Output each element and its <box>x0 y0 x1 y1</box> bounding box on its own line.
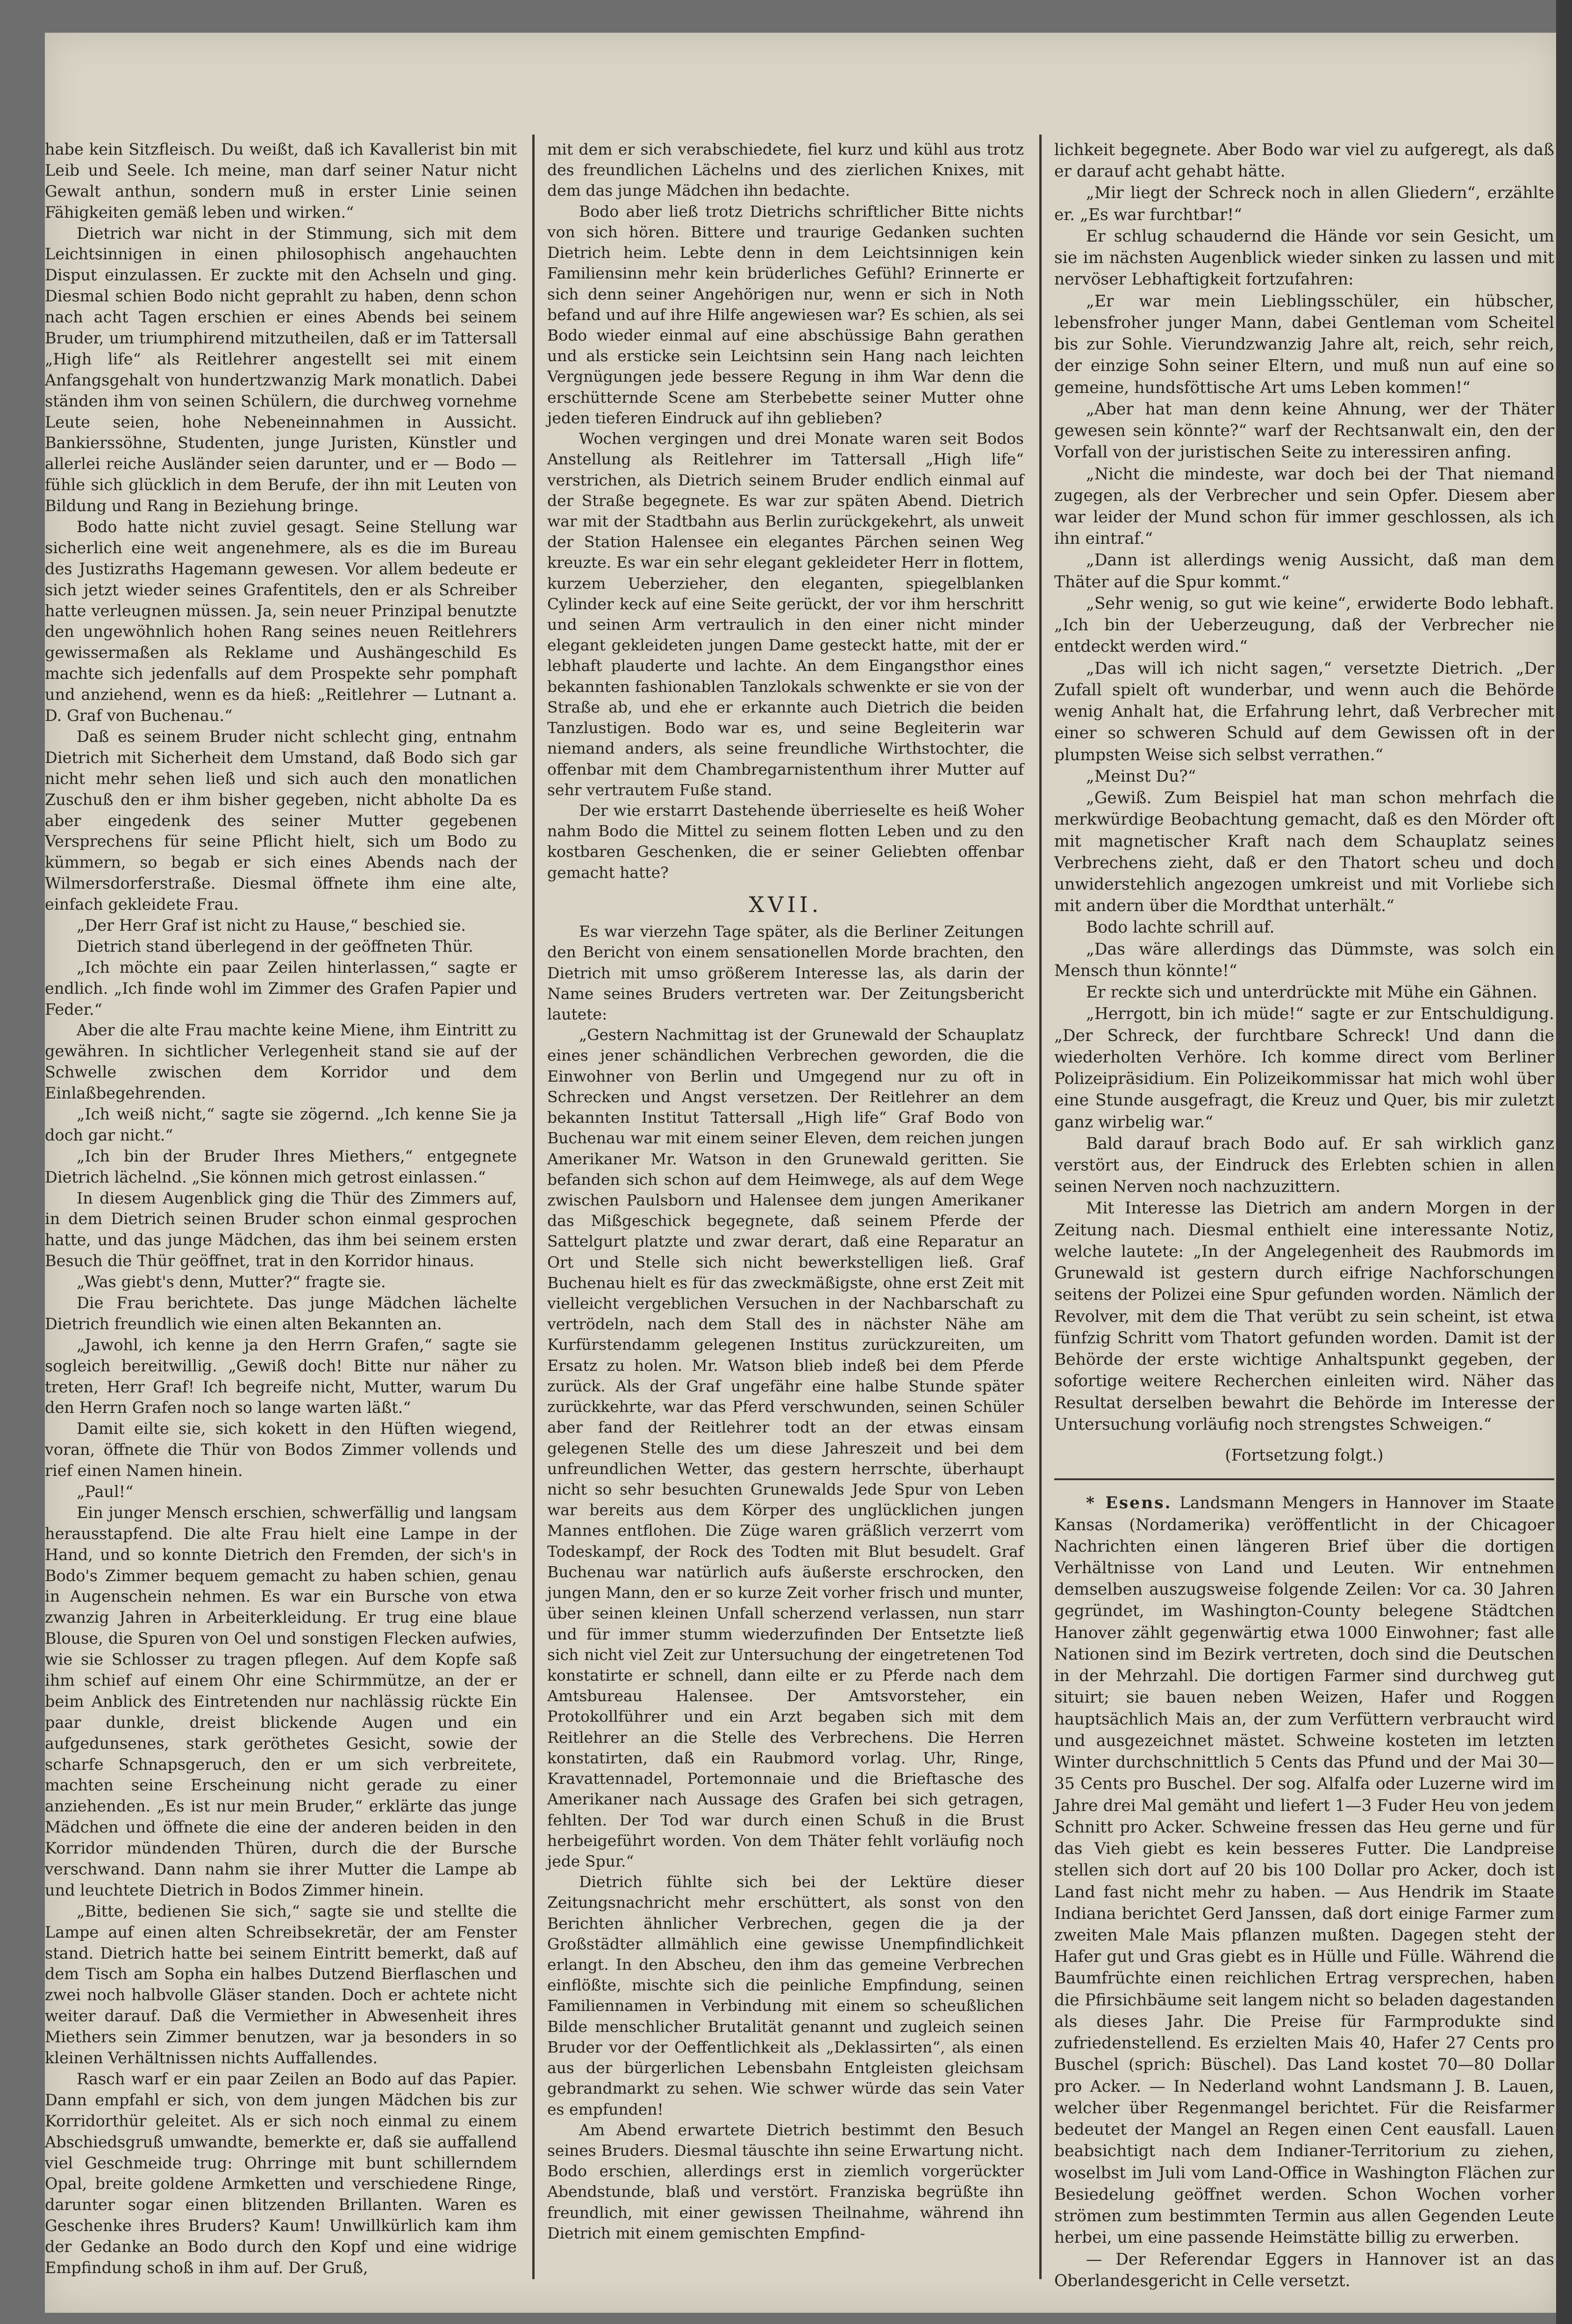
paragraph: Dietrich fühlte sich bei der Lektüre dieser Zeitungsnachricht mehr erschüttert, als sonst von den Berichten ähnlicher Verbrechen, gegen die ja der Großstädter allmählich eine gewisse Unempfindlichkeit erlangt. In den Abscheu, den ihm das gemeine Verbrechen einflößte, mischte sich die peinliche Empfindung, seinen Familiennamen in Verbindung mit einem so scheußlichen Bilde menschlicher Brutalität genannt und zugleich seinen Bruder vor der Oeffentlichkeit als „Deklassirten“, als einen aus der bürgerlichen Lebensbahn Entgleisten gleichsam gebrandmarkt zu sehen. Wie schwer würde das sein Vater es empfunden! <box>547 1873 1024 2118</box>
section-divider <box>1054 1478 1554 1480</box>
paragraph: „Paul!“ <box>77 1483 134 1501</box>
paragraph: „Gewiß. Zum Beispiel hat man schon mehrfach die merkwürdige Beobachtung gemacht, daß es den Mörder oft mit magnetischer Kraft nach dem Schauplatz seines Verbrechens zieht, daß er den Thatort scheu und doch unwiderstehlich angezogen umkreist und mit Vorliebe sich mit andern über die Mordthat unterhält.“ <box>1054 789 1554 916</box>
paragraph: „Gestern Nachmittag ist der Grunewald der Schauplatz eines jener schändlichen Verbrechen geworden, die die Einwohner von Berlin und Umgegend nur zu oft in Schrecken und Angst versetzen. Der Reitlehrer an dem bekannten Institut Tattersall „High life“ Graf Bodo von Buchenau war mit einem seiner Eleven, dem reichen jungen Amerikaner Mr. Watson in den Grunewald geritten. Sie befanden sich schon auf dem Heimwege, als auf dem Wege zwischen Paulsborn und Halensee dem jungen Amerikaner das Mißgeschick begegnete, daß seinem Pferde der Sattelgurt platzte und zwar derart, daß eine Reparatur an Ort und Stelle sich nicht bewerkstelligen ließ. Graf Buchenau hielt es für das zweckmäßigste, ohne erst Zeit mit vielleicht vergeblichen Versuchen in der Nachbarschaft zu vertrödeln, nach dem Stall des in nächster Nähe am Kurfürstendamm gelegenen Institus zurückzureiten, um Ersatz zu holen. Mr. Watson blieb indeß bei dem Pferde zurück. Als der Graf ungefähr eine halbe Stunde später zurückkehrte, war das Pferd verschwunden, seinen Schüler aber fand der Reitlehrer todt an der etwas einsam gelegenen Stelle des um diese Jahreszeit und bei dem unfreundlichen Wetter, das gestern herrschte, überhaupt nicht so sehr besuchten Grunewalds Jede Spur von Leben war bereits aus dem Körper des unglücklichen jungen Mannes entflohen. Die Züge waren gräßlich verzerrt vom Todeskampf, der Rock des Todten mit Blut besudelt. Graf Buchenau war natürlich aufs äußerste erschrocken, den jungen Mann, den er so kurze Zeit vorher frisch und munter, über seinen kleinen Unfall scherzend verlassen, nun starr und für immer stumm wiederzufinden Der Entsetzte ließ sich nicht viel Zeit zur Untersuchung der eingetretenen Tod konstatirte er schnell, dann eilte er zu Pferde nach dem Amtsbureau Halensee. Der Amtsvorsteher, ein Protokollführer und ein Arzt begaben sich mit dem Reitlehrer an die Stelle des Verbrechens. Die Herren konstatirten, daß ein Raubmord vorlag. Uhr, Ringe, Kravattennadel, Portemonnaie und die Brieftasche des Amerikaner nach Aussage des Grafen bei sich getragen, fehlten. Der Tod war durch einen Schuß in die Brust herbeigeführt worden. Von dem Thäter fehlt vorläufig noch jede Spur.“ <box>547 1026 1024 1870</box>
paragraph: „Aber hat man denn keine Ahnung, wer der Thäter gewesen sein könnte?“ warf der Rechtsanwalt ein, den der Vorfall von der juristischen Seite zu interessiren anfing. <box>1054 399 1554 462</box>
paragraph: mit dem er sich verabschiedete, fiel kurz und kühl aus trotz des freundlichen Lächelns und des zierlichen Knixes, mit dem das junge Mädchen ihn bedachte. <box>547 140 1024 200</box>
column-1 <box>45 139 517 2279</box>
paragraph: „Bitte, bedienen Sie sich,“ sagte sie und stellte die Lampe auf einen alten Schreibsekretär, der am Fenster stand. Dietrich hatte bei seinem Eintritt bemerkt, daß auf dem Tisch am Sopha ein halbes Dutzend Bierflaschen und zwei noch halbvolle Gläser standen. Doch er achtete nicht weiter darauf. Daß die Vermiether in Abwesenheit ihres Miethers sein Zimmer benutzen, war ja besonders in so kleinen Verhältnissen nichts Auffallendes. <box>45 1902 517 2067</box>
paragraph: „Ich bin der Bruder Ihres Miethers,“ entgegnete Dietrich lächelnd. „Sie können mich getrost einlassen.“ <box>45 1147 517 1186</box>
paragraph: Dietrich war nicht in der Stimmung, sich mit dem Leichtsinnigen in einen philosophisch angehauchten Disput einzulassen. Er zuckte mit den Achseln und ging. Diesmal schien Bodo nicht geprahlt zu haben, denn schon nach acht Tagen erschien er eines Abends bei seinem Bruder, um triumphirend mitzutheilen, daß er im Tattersall „High life“ als Reitlehrer angestellt sei mit einem Anfangsgehalt von hundertzwanzig Mark monatlich. Dabei ständen ihm von seinen Schülern, die durchweg vornehme Leute seien, hohe Nebeneinnahmen in Aussicht. Bankierssöhne, Studenten, junge Juristen, Künstler und allerlei reiche Ausländer seien darunter, und er — Bodo — fühle sich glücklich in dem Berufe, der ihn mit Leuten von Bildung und Rang in Beziehung bringe. <box>45 224 517 515</box>
paragraph: habe kein Sitzfleisch. Du weißt, daß ich Kavallerist bin mit Leib und Seele. Ich meine, man darf seiner Natur nicht Gewalt anthun, sondern muß in erster Linie seinen Fähigkeiten gemäß leben und wirken.“ <box>45 140 517 221</box>
paragraph: Am Abend erwartete Dietrich bestimmt den Besuch seines Bruders. Diesmal täuschte ihn seine Erwartung nicht. Bodo erschien, allerdings erst in ziemlich vorgerückter Abendstunde, blaß und verstört. Franziska begrüßte ihn freundlich, mit einer gewissen Theilnahme, während ihn Dietrich mit einem gemischten Empfind- <box>547 2120 1024 2242</box>
news-item: — Der Referendar Eggers in Hannover ist an das Oberlandesgericht in Celle versetzt. <box>1054 2250 1554 2290</box>
paragraph: Dietrich stand überlegend in der geöffneten Thür. <box>77 937 473 955</box>
continued-note: (Fortsetzung folgt.) <box>1225 1446 1384 1465</box>
paragraph: „Der Herr Graf ist nicht zu Hause,“ beschied sie. <box>77 916 466 934</box>
column-2 <box>547 139 1024 2244</box>
paragraph: Bodo hatte nicht zuviel gesagt. Seine Stellung war sicherlich eine weit angenehmere, als es die im Bureau des Justizraths Hagemann gewesen. Vor allem bedeute er sich jetzt wieder seines Grafentitels, den er als Schreiber hatte verleugnen müssen. Ja, sein neuer Prinzipal benutzte den ungewöhnlich hohen Rang seines neuen Reitlehrers gewissermaßen als Reklame und Aushängeschild Es machte sich jedenfalls auf dem Prospekte sehr pomphaft und anziehend, wenn es da hieß: „Reitlehrer — Lutnant a. D. Graf von Buchenau.“ <box>45 518 517 725</box>
paragraph: „Sehr wenig, so gut wie keine“, erwiderte Bodo lebhaft. „Ich bin der Ueberzeugung, daß der Verbrecher nie entdeckt werden wird.“ <box>1054 594 1554 656</box>
paragraph: Er reckte sich und unterdrückte mit Mühe ein Gähnen. <box>1086 983 1537 1002</box>
paragraph: lichkeit begegnete. Aber Bodo war viel zu aufgeregt, als daß er darauf acht gehabt hätte. <box>1054 141 1554 181</box>
paragraph: „Was giebt's denn, Mutter?“ fragte sie. <box>77 1273 386 1291</box>
paragraph: Wochen vergingen und drei Monate waren seit Bodos Anstellung als Reitlehrer im Tattersall „High life“ verstrichen, als Dietrich seinem Bruder endlich einmal auf der Straße begegnete. Es war zur späten Abend. Dietrich war mit der Stadtbahn aus Berlin zurückgekehrt, als unweit der Station Halensee ein elegantes Pärchen seinen Weg kreuzte. Es war ein sehr elegant gekleideter Herr in flottem, kurzem Ueberzieher, den eleganten, spiegelblanken Cylinder keck auf eine Seite gerückt, der vor ihm herschritt und seinen Arm vertraulich in den einer nicht minder elegant gekleideten jungen Dame gesteckt hatte, mit der er lebhaft plauderte und lachte. An dem Eingangsthor eines bekannten fashionablen Tanzlokals schwenkte er sie von der Straße ab, und ehe er erkannte auch Dietrich die beiden Tanzlustigen. Bodo war es, und seine Begleiterin war niemand anders, als seine freundliche Wirthstochter, die offenbar mit dem Chambregarnistenthum ihrer Mutter auf sehr vertrautem Fuße stand. <box>547 429 1024 799</box>
paragraph: Die Frau berichtete. Das junge Mädchen lächelte Dietrich freundlich wie einen alten Bekannten an. <box>45 1293 517 1333</box>
column-rule <box>532 135 535 2279</box>
column-rule <box>1039 135 1042 2279</box>
paragraph: Bald darauf brach Bodo auf. Er sah wirklich ganz verstört aus, der Eindruck des Erlebten schien in allen seinen Nerven noch nachzuzittern. <box>1054 1134 1554 1197</box>
paragraph: „Meinst Du?“ <box>1086 767 1196 786</box>
paragraph: Ein junger Mensch erschien, schwerfällig und langsam herausstapfend. Die alte Frau hielt eine Lampe in der Hand, und so konnte Dietrich den Fremden, der sich's in Bodo's Zimmer bequem gemacht zu haben schien, genau in Augenschein nehmen. Es war ein Bursche von etwa zwanzig Jahren in Arbeiterkleidung. Er trug eine blaue Blouse, die Spuren von Oel und sonstigen Flecken aufwies, wie sie Schlosser zu tragen pflegen. Auf dem Kopfe saß ihm schief auf einem Ohr eine Schirmmütze, an der er beim Anblick des Eintretenden nur nachlässig rückte Ein paar dunkle, dreist blickende Augen und ein aufgedunsenes, stark geröthetes Gesicht, sowie der scharfe Schnapsgeruch, den er um sich verbreitete, machten seine Erscheinung nicht gerade zu einer anziehenden. „Es ist nur mein Bruder,“ erklärte das junge Mädchen und öffnete die eine der anderen beiden in den Korridor mündenden Thüren, durch die der Bursche verschwand. Dann nahm sie ihrer Mutter die Lampe ab und leuchtete Dietrich in Bodos Zimmer hinein. <box>45 1503 517 1899</box>
paragraph: In diesem Augenblick ging die Thür des Zimmers auf, in dem Dietrich seinen Bruder schon einmal gesprochen hatte, und das junge Mädchen, das ihm bei seinem ersten Besuch die Thür geöffnet, trat in den Korridor hinaus. <box>45 1189 517 1270</box>
paragraph: Rasch warf er ein paar Zeilen an Bodo auf das Papier. Dann empfahl er sich, von dem jungen Mädchen bis zur Korridorthür geleitet. Als er sich noch einmal zu einem Abschiedsgruß umwandte, bemerkte er, daß sie auffallend viel Geschmeide trug: Ohrringe mit bunt schillerndem Opal, breite goldene Armketten und verschiedene Ringe, darunter sogar einen blitzenden Brillanten. Waren es Geschenke ihres Bruders? Kaum! Unwillkürlich kam ihm der Gedanke an Bodo durch den Kopf und eine widrige Empfindung schoß in ihm auf. Der Gruß, <box>45 2069 517 2277</box>
chapter-heading: XVII. <box>749 891 822 917</box>
scan-edge <box>1556 0 1572 2324</box>
paragraph: „Mir liegt der Schreck noch in allen Gliedern“, erzählte er. „Es war furchtbar!“ <box>1054 184 1554 224</box>
paragraph: „Das will ich nicht sagen,“ versetzte Dietrich. „Der Zufall spielt oft wunderbar, und wenn auch die Behörde wenig Anhalt hat, die Erfahrung lehrt, daß Verbrecher mit einer so schweren Schuld auf dem Gewissen oft in der plumpsten Weise sich selbst verrathen.“ <box>1054 659 1554 764</box>
paragraph: „Ich möchte ein paar Zeilen hinterlassen,“ sagte er endlich. „Ich finde wohl im Zimmer des Grafen Papier und Feder.“ <box>45 958 517 1019</box>
paragraph: Er schlug schaudernd die Hände vor sein Gesicht, um sie im nächsten Augenblick wieder sinken zu lassen und mit nervöser Lebhaftigkeit fortzufahren: <box>1054 227 1554 289</box>
paragraph: „Er war mein Lieblingsschüler, ein hübscher, lebensfroher junger Mann, dabei Gentleman vom Scheitel bis zur Sohle. Vierundzwanzig Jahre alt, reich, sehr reich, der einzige Sohn seiner Eltern, und muß nun auf eine so gemeine, hundsföttische Art ums Leben kommen!“ <box>1054 292 1554 397</box>
news-item-lead: * Esens. <box>1086 1494 1172 1513</box>
paragraph: Der wie erstarrt Dastehende überrieselte es heiß Woher nahm Bodo die Mittel zu seinem flotten Leben und zu den kostbaren Geschenken, die er seiner Geliebten offenbar gemacht hatte? <box>547 801 1024 882</box>
news-item-text: Landsmann Mengers in Hannover im Staate Kansas (Nordamerika) veröffentlicht in der Chicagoer Nachrichten einen längeren Brief über die dortigen Verhältnisse von Land und Leuten. Wir entnehmen demselben auszugsweise folgende Zeilen: Vor ca. 30 Jahren gegründet, im Washington-County belegene Städtchen Hanover zählt gegenwärtig etwa 1000 Einwohner; fast alle Nationen sind im Bezirk vertreten, doch sind die Deutschen in der Mehrzahl. Die dortigen Farmer sind durchweg gut situirt; sie bauen neben Weizen, Hafer und Roggen hauptsächlich Mais an, der zum Verfüttern verbraucht wird und ausgezeichnet mästet. Schweine kosteten im letzten Winter durchschnittlich 5 Cents das Pfund und der Mai 30—35 Cents pro Buschel. Der sog. Alfalfa oder Luzerne wird im Jahre drei Mal gemäht und liefert 1—3 Fuder Heu von jedem Schnitt pro Acker. Schweine fressen das Heu gerne und für das Vieh giebt es kein besseres Futter. Die Landpreise stellen sich dort auf 20 bis 100 Dollar pro Acker, doch ist Land fast nicht mehr zu haben. — Aus Hendrik im Staate Indiana berichtet Gerd Janssen, daß dort einige Farmer zum zweiten Male Mais pflanzen mußten. Dagegen steht der Hafer gut und Gras giebt es in Hülle und Fülle. Während die Baumfrüchte einen reichlichen Ertrag versprechen, haben die Pfirsichbäume seit langem nicht so beladen dagestanden als dieses Jahr. Die Preise für Farmprodukte sind zufriedenstellend. Es erzielten Mais 40, Hafer 27 Cents pro Buschel (sprich: Büschel). Das Land kostet 70—80 Dollar pro Acker. — In Nederland wohnt Landsmann J. B. Lauen, welcher über Regenmangel berichtet. Für die Reisfarmer bedeutet der Mangel an Regen einen Cent eausfall. Lauen beabsichtigt nach dem Indianer-Territorium zu ziehen, woselbst im Juli vom Land-Office in Washington Flächen zur Besiedelung geöffnet werden. Schon Wochen vorher strömen zum bestimmten Termin aus allen Gegenden Leute herbei, um eine passende Heimstätte billig zu erwerben. <box>1054 1494 1554 2247</box>
paragraph: „Dann ist allerdings wenig Aussicht, daß man dem Thäter auf die Spur kommt.“ <box>1054 551 1554 592</box>
paragraph: Damit eilte sie, sich kokett in den Hüften wiegend, voran, öffnete die Thür von Bodos Zimmer vollends und rief einen Namen hinein. <box>45 1419 517 1480</box>
paragraph: „Jawohl, ich kenne ja den Herrn Grafen,“ sagte sie sogleich bereitwillig. „Gewiß doch! Bitte nur näher zu treten, Herr Graf! Ich begreife nicht, Mutter, warum Du den Herrn Grafen noch so lange warten läßt.“ <box>45 1335 517 1417</box>
paragraph: „Nicht die mindeste, war doch bei der That niemand zugegen, als der Verbrecher und sein Opfer. Diesem aber war leider der Mund schon für immer geschlossen, als ich ihn eintraf.“ <box>1054 464 1554 549</box>
paragraph: Bodo lachte schrill auf. <box>1086 918 1275 937</box>
paragraph: „Herrgott, bin ich müde!“ sagte er zur Entschuldigung. „Der Schreck, der furchtbare Schreck! Und dann die wiederholten Verhöre. Ich komme direct vom Berliner Polizeipräsidium. Ein Polizeikommissar hat mich wohl über eine Stunde ausgefragt, die Kreuz und Quer, bis mir zuletzt ganz wirbelig war.“ <box>1054 1005 1554 1132</box>
paragraph: Daß es seinem Bruder nicht schlecht ging, entnahm Dietrich mit Sicherheit dem Umstand, daß Bodo sich gar nicht mehr sehen ließ und sich auch den monatlichen Zuschuß den er ihm bisher gegeben, nicht abholte Da es aber eingedenk des seiner Mutter gegebenen Versprechens für seine Pflicht hielt, sich um Bodo zu kümmern, so begab er sich eines Abends nach der Wilmersdorferstraße. Diesmal öffnete ihm eine alte, einfach gekleidete Frau. <box>45 727 517 914</box>
paragraph: Es war vierzehn Tage später, als die Berliner Zeitungen den Bericht von einem sensationellen Morde brachten, den Dietrich mit umso größerem Interesse las, als darin der Name seines Bruders vertreten war. Der Zeitungsbericht lautete: <box>547 922 1024 1023</box>
paragraph: Aber die alte Frau machte keine Miene, ihm Eintritt zu gewähren. In sichtlicher Verlegenheit stand sie auf der Schwelle zwischen dem Korridor und dem Einlaßbegehrenden. <box>45 1021 517 1103</box>
column-3 <box>1054 139 1554 2292</box>
paragraph: „Ich weiß nicht,“ sagte sie zögernd. „Ich kenne Sie ja doch gar nicht.“ <box>45 1105 517 1144</box>
paragraph: „Das wäre allerdings das Dümmste, was solch ein Mensch thun könnte!“ <box>1054 940 1554 980</box>
paragraph: Mit Interesse las Dietrich am andern Morgen in der Zeitung nach. Diesmal enthielt eine interessante Notiz, welche lautete: „In der Angelegenheit des Raubmords im Grunewald ist gestern durch eifrige Nachforschungen seitens der Polizei eine Spur gefunden worden. Nämlich der Revolver, mit dem die That verübt zu sein scheint, ist etwa fünfzig Schritt vom Thatort gefunden worden. Damit ist der Behörde der erste wichtige Anhaltspunkt gegeben, der sofortige weitere Recherchen einleiten wird. Näher das Resultat derselben bewahrt die Behörde im Interesse der Untersuchung vorläufig noch strengstes Schweigen.“ <box>1054 1199 1554 1434</box>
paragraph: Bodo aber ließ trotz Dietrichs schriftlicher Bitte nichts von sich hören. Bittere und traurige Gedanken suchten Dietrich heim. Lebte denn in dem Leichtsinnigen kein Familiensinn mehr kein brüderliches Gefühl? Erinnerte er sich denn seiner Angehörigen nur, wenn er sich in Noth befand und auf ihre Hilfe angewiesen war? Es schien, als sei Bodo wieder einmal auf eine abschüssige Bahn gerathen und als ersticke sein Leichtsinn sein Hang nach leichten Vergnügungen jede bessere Regung in ihm War denn die erschütternde Scene am Sterbebette seiner Mutter ohne jeden tieferen Eindruck auf ihn geblieben? <box>547 202 1024 427</box>
news-item <box>1054 1492 1554 2248</box>
newspaper-page <box>45 33 1559 2313</box>
